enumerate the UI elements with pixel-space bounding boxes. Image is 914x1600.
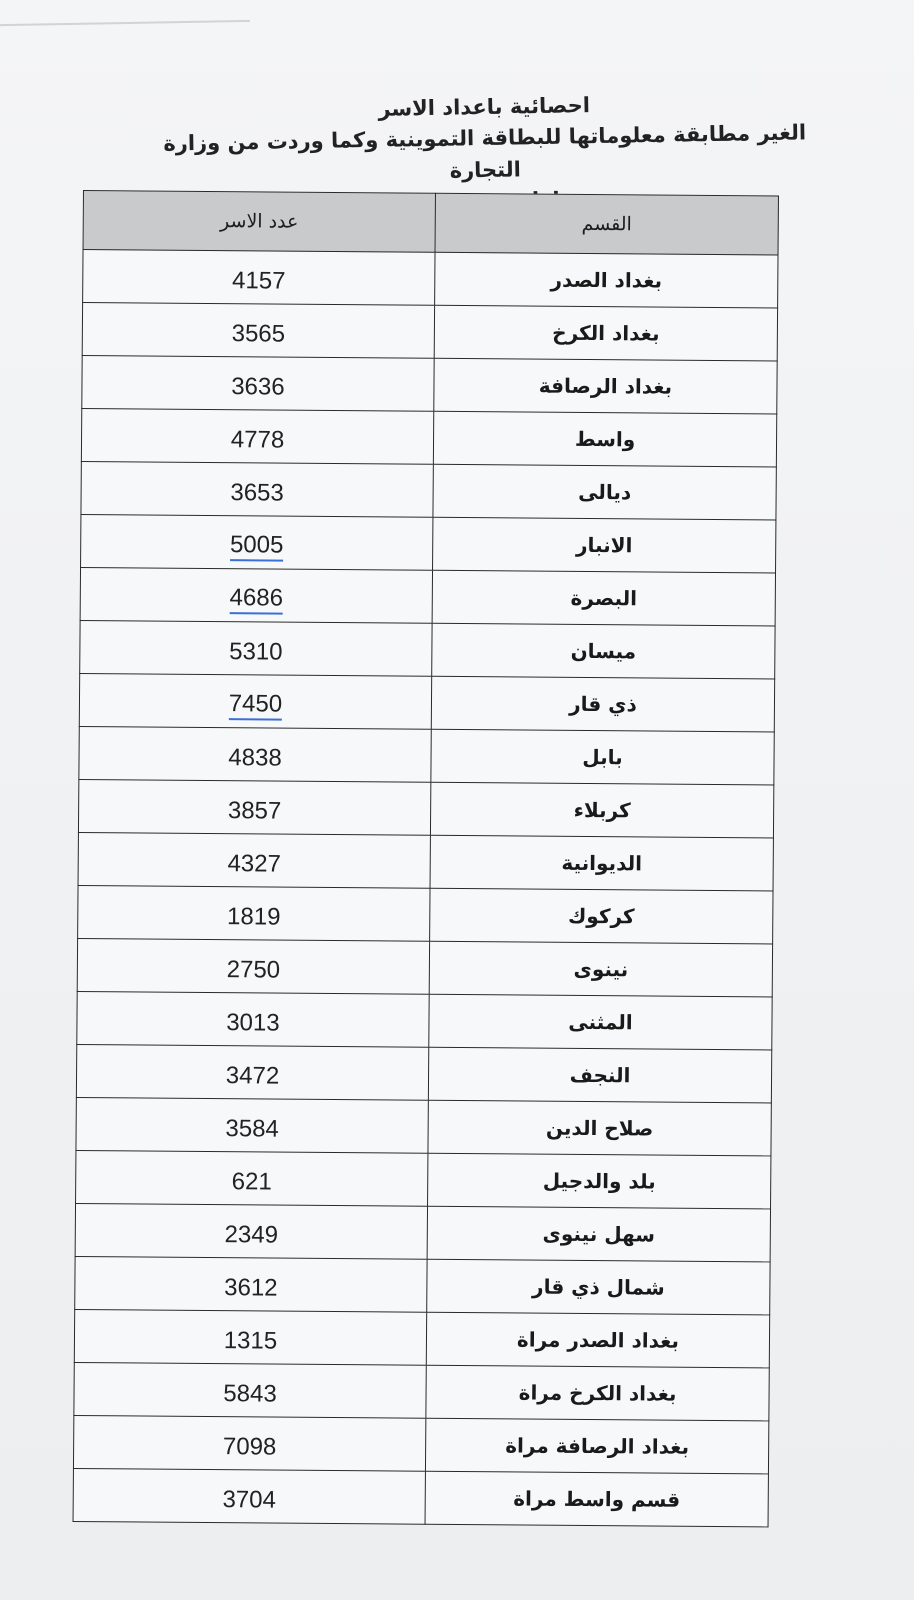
table-header-row bbox=[83, 191, 778, 255]
table-row bbox=[73, 1415, 768, 1473]
family-count-cell bbox=[81, 408, 433, 464]
family-count-value: 4686 bbox=[229, 584, 283, 614]
family-count-cell bbox=[82, 303, 434, 359]
table-row bbox=[74, 1309, 769, 1367]
table-row bbox=[82, 355, 777, 413]
family-count-value: 3612 bbox=[224, 1274, 278, 1302]
family-count-value: 5843 bbox=[223, 1380, 277, 1408]
family-count-value: 4838 bbox=[228, 744, 282, 772]
header-title: احصائية باعداد الاسر bbox=[378, 93, 591, 121]
district-name-cell: الديوانية bbox=[430, 835, 773, 891]
district-name-cell: بابل bbox=[431, 729, 774, 785]
district-name-cell: بغداد الصدر مراة bbox=[426, 1312, 769, 1368]
table-row bbox=[81, 461, 776, 519]
district-name-cell: بغداد الرصافة مراة bbox=[425, 1418, 768, 1474]
family-count-cell bbox=[75, 1203, 427, 1259]
table-row bbox=[79, 726, 774, 784]
family-count-value: 4778 bbox=[230, 426, 285, 454]
table-row bbox=[78, 885, 773, 943]
family-count-cell bbox=[76, 1097, 428, 1153]
family-count-cell bbox=[75, 1256, 427, 1312]
district-name-cell: بغداد الكرخ مراة bbox=[426, 1365, 769, 1421]
table-row bbox=[83, 250, 778, 308]
district-name-cell: شمال ذي قار bbox=[427, 1259, 770, 1315]
table-row bbox=[79, 673, 774, 731]
family-count-value: 4157 bbox=[231, 267, 286, 295]
family-count-value: 5005 bbox=[230, 531, 284, 561]
table-row bbox=[78, 832, 773, 890]
header-subtitle: الغير مطابقة معلوماتها للبطاقة التموينية وكما وردت من وزارة التجارة bbox=[163, 120, 807, 183]
family-count-value: 1819 bbox=[226, 903, 281, 931]
table-row bbox=[76, 1150, 771, 1208]
family-count-cell bbox=[73, 1468, 425, 1524]
district-name-cell: سهل نينوى bbox=[427, 1206, 770, 1262]
district-name-cell: كربلاء bbox=[430, 782, 773, 838]
district-name-cell: نينوى bbox=[429, 941, 772, 997]
family-count-cell bbox=[81, 514, 433, 570]
family-count-cell bbox=[78, 779, 430, 835]
district-name-cell: بغداد الرصافة bbox=[434, 358, 777, 414]
family-count-value: 3565 bbox=[231, 320, 286, 348]
family-count-value: 4327 bbox=[227, 850, 282, 878]
table-row bbox=[74, 1362, 769, 1420]
district-name-cell: صلاح الدين bbox=[428, 1100, 771, 1156]
family-count-value: 5310 bbox=[229, 638, 283, 666]
family-count-cell bbox=[76, 1044, 428, 1100]
table-row bbox=[81, 408, 776, 466]
district-name-cell: قسم واسط مراة bbox=[425, 1471, 768, 1527]
family-count-value: 3013 bbox=[226, 1009, 280, 1037]
family-count-cell bbox=[78, 885, 430, 941]
table-row bbox=[80, 567, 775, 625]
statistics-table-wrap bbox=[73, 190, 783, 1527]
table-row bbox=[76, 1097, 771, 1155]
family-count-value: 3857 bbox=[227, 797, 282, 825]
family-count-value: 3472 bbox=[225, 1062, 280, 1090]
family-count-value: 2349 bbox=[224, 1221, 279, 1249]
family-count-value: 1315 bbox=[223, 1327, 278, 1355]
family-count-value: 7450 bbox=[229, 690, 283, 720]
family-count-cell bbox=[80, 567, 432, 623]
family-count-cell bbox=[81, 461, 433, 517]
district-name-cell: بلد والدجيل bbox=[428, 1153, 771, 1209]
table-row bbox=[75, 1203, 770, 1261]
district-name-cell: بغداد الكرخ bbox=[434, 305, 777, 361]
district-name-cell: المثنى bbox=[429, 994, 772, 1050]
table-row bbox=[77, 938, 772, 996]
table-row bbox=[73, 1468, 768, 1526]
family-count-value: 3704 bbox=[222, 1486, 277, 1514]
district-name-cell: بغداد الصدر bbox=[435, 252, 778, 308]
family-count-cell bbox=[73, 1415, 425, 1471]
table-row bbox=[76, 1044, 771, 1102]
district-name-cell: البصرة bbox=[432, 570, 775, 626]
family-count-value: 621 bbox=[231, 1168, 272, 1196]
column-header-name: القسم bbox=[435, 193, 778, 255]
family-count-cell bbox=[79, 726, 431, 782]
table-row bbox=[80, 620, 775, 678]
family-count-cell bbox=[78, 832, 430, 888]
table-body bbox=[73, 250, 778, 1527]
table-row bbox=[78, 779, 773, 837]
family-count-value: 7098 bbox=[222, 1433, 277, 1461]
statistics-table bbox=[73, 190, 779, 1527]
family-count-cell bbox=[77, 991, 429, 1047]
family-count-cell bbox=[76, 1150, 428, 1206]
family-count-cell bbox=[74, 1309, 426, 1365]
family-count-cell bbox=[74, 1362, 426, 1418]
table-row bbox=[77, 991, 772, 1049]
family-count-value: 3584 bbox=[225, 1115, 279, 1143]
family-count-cell bbox=[82, 355, 434, 411]
district-name-cell: الانبار bbox=[433, 517, 776, 573]
family-count-cell bbox=[79, 673, 431, 729]
district-name-cell: النجف bbox=[428, 1047, 771, 1103]
family-count-value: 2750 bbox=[226, 956, 281, 984]
district-name-cell: ميسان bbox=[432, 623, 775, 679]
family-count-cell bbox=[80, 620, 432, 676]
family-count-value: 3636 bbox=[231, 373, 285, 401]
table-row bbox=[75, 1256, 770, 1314]
column-header-count: عدد الاسر bbox=[83, 191, 435, 253]
district-name-cell: واسط bbox=[433, 411, 776, 467]
family-count-cell bbox=[77, 938, 429, 994]
table-row bbox=[82, 303, 777, 361]
table-row bbox=[81, 514, 776, 572]
district-name-cell: ذي قار bbox=[431, 676, 774, 732]
district-name-cell: ديالى bbox=[433, 464, 776, 520]
family-count-value: 3653 bbox=[230, 479, 284, 507]
family-count-cell bbox=[83, 250, 435, 306]
district-name-cell: كركوك bbox=[430, 888, 773, 944]
paper-fold-edge bbox=[0, 0, 250, 26]
